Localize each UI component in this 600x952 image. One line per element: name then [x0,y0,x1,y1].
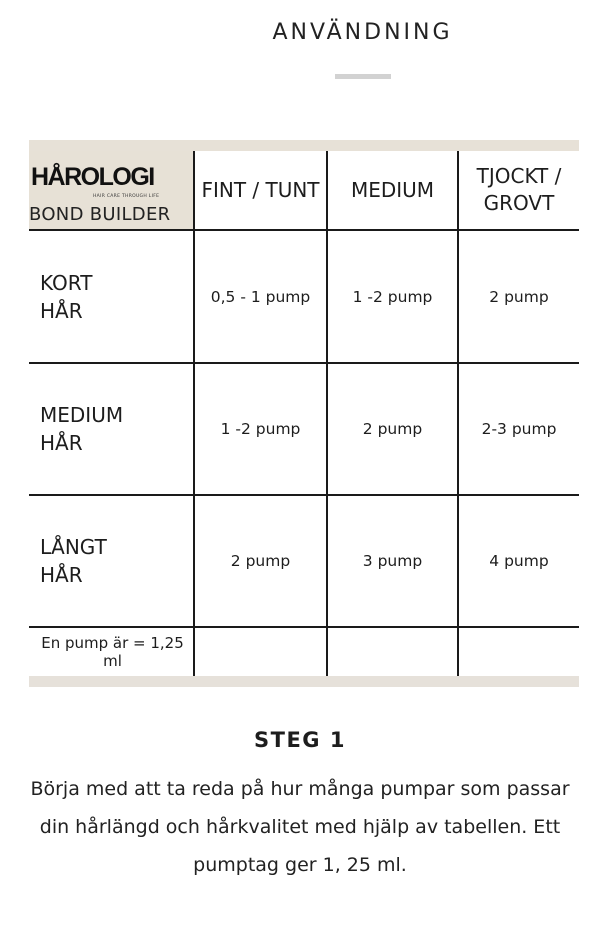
column-header: TJOCKT / GROVT [476,164,562,215]
table-cell: 1 -2 pump [352,287,433,306]
table-cell: 3 pump [362,552,423,570]
row-header: LÅNGT HÅR [40,535,107,587]
table-cell: 2 pump [362,420,423,438]
brand-cell [29,151,194,231]
row-header: KORT HÅR [40,270,93,323]
row-header: MEDIUM HÅR [40,403,124,455]
title-divider [335,74,391,79]
table-top-band [29,140,579,151]
table-cell: 2 pump [489,287,549,306]
column-header: MEDIUM [350,177,435,202]
table-cell: 4 pump [489,552,549,570]
section-title: ANVÄNDNING [272,20,453,45]
step-title: STEG 1 [254,728,346,752]
brand-tagline: HAIR CARE THROUGH LIFE [93,194,160,199]
table-cell: 2 pump [230,552,291,570]
table-bottom-band [29,676,579,687]
table-cell: 1 -2 pump [220,420,301,438]
table-cell: 2-3 pump [481,420,557,438]
step-description: Börja med att ta reda på hur många pumpar som passar din hårlängd och hårkvalitet med hjälp av tabellen. Ett pumptag ger 1, 25 ml. [30,778,570,876]
pump-volume-note: En pump är = 1,25 ml [41,634,184,670]
brand-logo: HÅROLOGI [31,163,154,191]
column-header: FINT / TUNT [201,177,320,202]
table-cell: 0,5 - 1 pump [210,287,311,306]
dosage-table [29,140,579,687]
product-name: BOND BUILDER [29,204,171,225]
